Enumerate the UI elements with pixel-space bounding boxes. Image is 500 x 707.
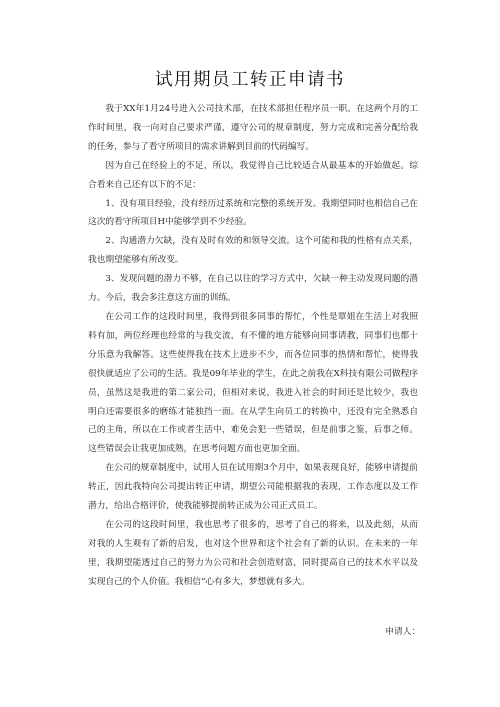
- paragraph-request: 在公司的规章制度中，试用人员在试用期3个月中，如果表现良好，能够申请提前转正，因此我特向公司提出转正申请，期望公司能根据我的表现，工作态度以及工作潜力，给出合格评价，使我能够提前转正成为公司正式员工。: [88, 463, 418, 512]
- paragraph-shortcoming-1: 1、没有项目经验，没有经历过系统和完整的系统开发。我期望同时也相信自己在这次的看守所项目H中能够学到不少经验。: [88, 198, 418, 228]
- paragraph-shortcomings-intro: 因为自己在经验上的不足，所以，我觉得自己比较适合从最基本的开始做起。综合看来自己还有以下的不足：: [88, 160, 418, 190]
- paragraph-closing: 在公司的这段时间里，我也思考了很多的，思考了自己的将来，以及此刻，从而对我的人生观有了新的启发，也对这个世界和这个社会有了新的认识。在未来的一年里，我期望能透过自己的努力为公司和社会创造财富，同时提高自己的技术水平以及实现自己的个人价值。我相信“心有多大，梦想就有多大。: [88, 519, 418, 587]
- signature-label: 申请人：: [385, 627, 420, 637]
- paragraph-colleagues: 在公司工作的这段时间里，我得到很多同事的帮忙，个性是覃姐在生活上对我照料有加，两位经理也经常的与我交流，有不懂的地方能够向同事请教，同事们也都十分乐意为我解答。这些使得我在技术上进步不少，而各位同事的热情和帮忙，使得我很快就适应了公司的生活。我是09年毕业的学生，在此之前我在X科技有限公司做程序员，虽然这是我进的第二家公司，但相对来说，我进入社会的时间还是比较少，我也明白还需要很多的磨练才能独挡一面。在从学生向员工的转换中，还没有完全熟悉自己的主角，所以在工作或者生活中，难免会犯一些错误，但是前事之鉴，后事之师。这些错误会让我更加成熟，在思考问题方面也更加全面。: [88, 311, 418, 455]
- paragraph-shortcoming-3: 3、发现问题的潜力不够，在自己以往的学习方式中，欠缺一种主动发现问题的潜力。今后，我会多注意这方面的训练。: [88, 274, 418, 304]
- document-title: 试用期员工转正申请书: [155, 70, 345, 90]
- paragraph-shortcoming-2: 2、沟通潜力欠缺，没有及时有效的和领导交流。这个可能和我的性格有点关系，我也期望能够有所改变。: [88, 236, 418, 266]
- document-body: [88, 100, 418, 592]
- paragraph-intro: 我于XX年1月24号进入公司技术部，在技术部担任程序员一职。在这两个月的工作时间里，我一向对自己要求严谨，遵守公司的规章制度，努力完成和完善分配给我的任务，参与了看守所项目的需求讲解到目前的代码编写。: [88, 104, 418, 152]
